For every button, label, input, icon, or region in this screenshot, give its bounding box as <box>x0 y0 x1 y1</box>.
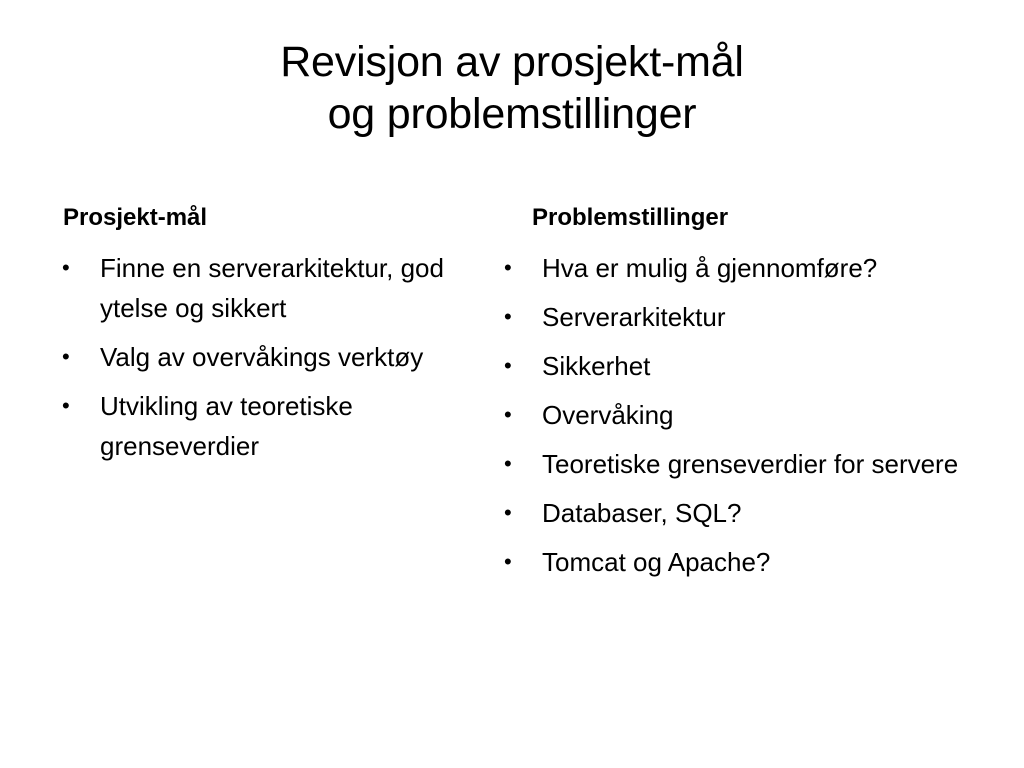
list-item <box>502 542 972 582</box>
slide-title-line-1: Revisjon av prosjekt-mål <box>280 38 744 86</box>
left-column-heading: Prosjekt-mål <box>63 204 208 231</box>
list-item-text: Valg av overvåkings verktøy <box>100 342 424 372</box>
slide-title <box>112 36 912 140</box>
slide-title-line-2: og problemstillinger <box>327 90 697 138</box>
right-column <box>502 200 972 591</box>
right-column-heading: Problemstillinger <box>532 204 729 231</box>
bullet-icon: • <box>504 402 512 427</box>
list-item-text: Sikkerhet <box>542 351 651 381</box>
bullet-icon: • <box>62 393 70 418</box>
bullet-icon: • <box>504 451 512 476</box>
list-item-text: Tomcat og Apache? <box>542 547 771 577</box>
list-item <box>60 248 480 328</box>
list-item-text: Databaser, SQL? <box>542 498 742 528</box>
list-item <box>502 346 972 386</box>
left-bullet-list <box>60 248 480 466</box>
list-item <box>502 395 972 435</box>
list-item <box>502 444 972 484</box>
left-column <box>60 200 480 475</box>
list-item <box>60 337 480 377</box>
list-item-text: Finne en serverarkitektur, god ytelse og sikkert <box>100 253 444 323</box>
bullet-icon: • <box>62 344 70 369</box>
list-item <box>502 248 972 288</box>
bullet-icon: • <box>62 255 70 280</box>
list-item <box>60 386 480 466</box>
list-item-text: Hva er mulig å gjennomføre? <box>542 253 878 283</box>
list-item <box>502 493 972 533</box>
bullet-icon: • <box>504 353 512 378</box>
list-item-text: Serverarkitektur <box>542 302 726 332</box>
bullet-icon: • <box>504 549 512 574</box>
bullet-icon: • <box>504 500 512 525</box>
right-bullet-list <box>502 248 972 582</box>
bullet-icon: • <box>504 255 512 280</box>
list-item <box>502 297 972 337</box>
bullet-icon: • <box>504 304 512 329</box>
list-item-text: Utvikling av teoretiske grenseverdier <box>100 391 353 461</box>
list-item-text: Teoretiske grenseverdier for servere <box>542 449 959 479</box>
list-item-text: Overvåking <box>542 400 674 430</box>
